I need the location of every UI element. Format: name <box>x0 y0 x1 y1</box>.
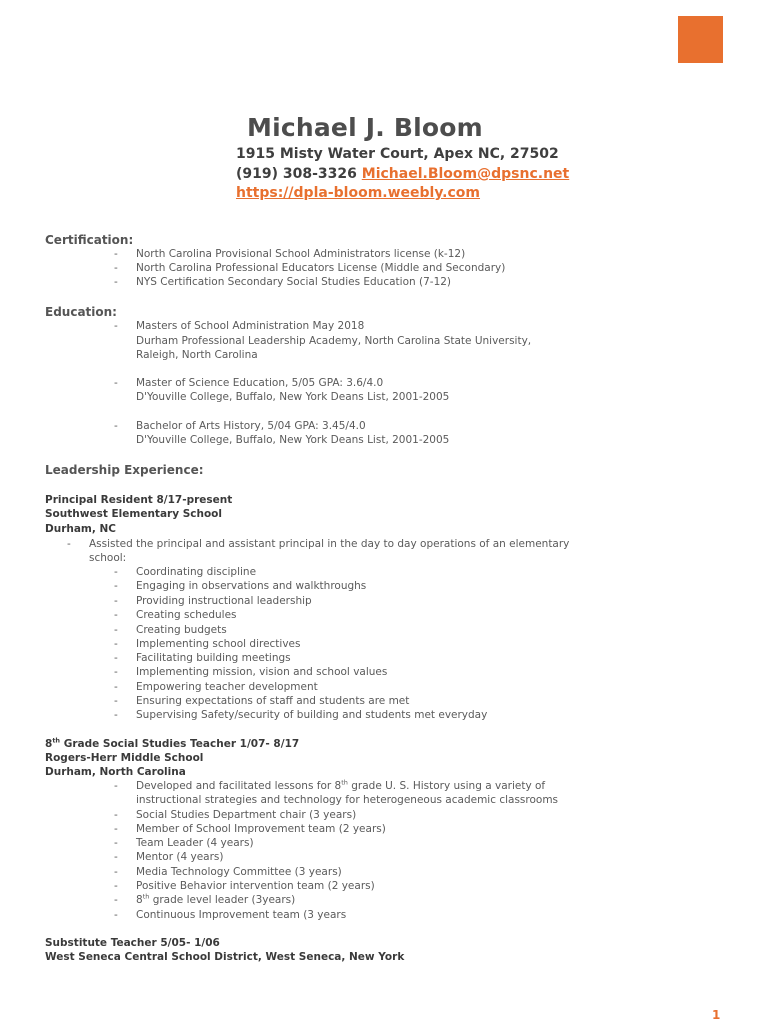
dash: - <box>114 377 118 389</box>
dash: - <box>114 695 118 707</box>
dash: - <box>67 538 71 550</box>
duty-item: Empowering teacher development <box>136 681 318 693</box>
dash: - <box>114 262 118 274</box>
education-title: Master of Science Education, 5/05 GPA: 3.6/4.0 <box>136 377 384 389</box>
certification-item: North Carolina Provisional School Administrators license (k-12) <box>136 248 466 260</box>
job-organization: Rogers-Herr Middle School <box>45 752 204 764</box>
duty-item: Providing instructional leadership <box>136 595 312 607</box>
education-detail: Durham Professional Leadership Academy, North Carolina State University, <box>136 335 532 347</box>
phone-number: (919) 308-3326 <box>236 166 357 182</box>
duty-item: Creating budgets <box>136 624 227 636</box>
dash: - <box>114 809 118 821</box>
job-title: Principal Resident 8/17-present <box>45 494 233 506</box>
dash: - <box>114 624 118 636</box>
dash: - <box>114 420 118 432</box>
certification-item: NYS Certification Secondary Social Studies Education (7-12) <box>136 276 452 288</box>
duty-item: Team Leader (4 years) <box>136 837 254 849</box>
education-heading: Education: <box>45 305 117 319</box>
job-summary: school: <box>89 552 127 564</box>
dash: - <box>114 709 118 721</box>
education-title: Masters of School Administration May 2018 <box>136 320 365 332</box>
job-title: Substitute Teacher 5/05- 1/06 <box>45 937 220 949</box>
duty-item <box>136 894 295 906</box>
dash: - <box>114 837 118 849</box>
duty-item: Continuous Improvement team (3 years <box>136 909 347 921</box>
email-link[interactable]: Michael.Bloom@dpsnc.net <box>361 166 570 182</box>
address: 1915 Misty Water Court, Apex NC, 27502 <box>236 146 559 162</box>
job-title <box>45 738 299 750</box>
dash: - <box>114 894 118 906</box>
duty-item: Mentor (4 years) <box>136 851 224 863</box>
resume-name: Michael J. Bloom <box>247 113 483 142</box>
website-link[interactable]: https://dpla-bloom.weebly.com <box>236 185 481 201</box>
job-location: Durham, North Carolina <box>45 766 186 778</box>
job-organization: Southwest Elementary School <box>45 508 222 520</box>
ordinal-suffix: th <box>341 778 348 787</box>
certification-item: North Carolina Professional Educators License (Middle and Secondary) <box>136 262 506 274</box>
dash: - <box>114 880 118 892</box>
dash: - <box>114 248 118 260</box>
dash: - <box>114 566 118 578</box>
dash: - <box>114 320 118 332</box>
education-detail: Raleigh, North Carolina <box>136 349 258 361</box>
duty-text: Developed and facilitated lessons for 8 <box>136 780 342 792</box>
dash: - <box>114 666 118 678</box>
duty-text: grade U. S. History using a variety of <box>347 780 546 792</box>
dash: - <box>114 851 118 863</box>
dash: - <box>114 866 118 878</box>
job-location: Durham, NC <box>45 523 117 535</box>
job-organization: West Seneca Central School District, West Seneca, New York <box>45 951 405 963</box>
accent-square <box>678 16 723 63</box>
duty-item: Coordinating discipline <box>136 566 257 578</box>
duty-item-continued: instructional strategies and technology for heterogeneous academic classrooms <box>136 794 559 806</box>
certification-heading: Certification: <box>45 233 134 247</box>
dash: - <box>114 780 118 792</box>
duty-item: Ensuring expectations of staff and students are met <box>136 695 410 707</box>
dash: - <box>114 681 118 693</box>
dash: - <box>114 638 118 650</box>
education-detail: D'Youville College, Buffalo, New York Deans List, 2001-2005 <box>136 391 450 403</box>
grade-number: 8 <box>136 894 143 906</box>
duty-item: Facilitating building meetings <box>136 652 291 664</box>
duty-item: Positive Behavior intervention team (2 years) <box>136 880 375 892</box>
duty-item: Media Technology Committee (3 years) <box>136 866 342 878</box>
duty-item: Creating schedules <box>136 609 237 621</box>
duty-item: Engaging in observations and walkthroughs <box>136 580 367 592</box>
leadership-heading: Leadership Experience: <box>45 463 204 477</box>
dash: - <box>114 652 118 664</box>
duty-item: Member of School Improvement team (2 years) <box>136 823 386 835</box>
ordinal-suffix: th <box>52 736 61 745</box>
duty-item: Social Studies Department chair (3 years) <box>136 809 357 821</box>
dash: - <box>114 276 118 288</box>
dash: - <box>114 909 118 921</box>
dash: - <box>114 823 118 835</box>
page-number: 1 <box>712 1008 721 1022</box>
dash: - <box>114 580 118 592</box>
duty-text: grade level leader (3years) <box>149 894 296 906</box>
duty-item <box>136 780 545 792</box>
dash: - <box>114 609 118 621</box>
phone-line <box>236 166 569 182</box>
duty-item: Supervising Safety/security of building and students met everyday <box>136 709 488 721</box>
education-detail: D'Youville College, Buffalo, New York Deans List, 2001-2005 <box>136 434 450 446</box>
ordinal-suffix: th <box>142 892 150 901</box>
job-summary: Assisted the principal and assistant principal in the day to day operations of an elementary <box>89 538 570 550</box>
grade-number: 8 <box>45 738 53 750</box>
education-title: Bachelor of Arts History, 5/04 GPA: 3.45/4.0 <box>136 420 366 432</box>
duty-item: Implementing mission, vision and school values <box>136 666 388 678</box>
duty-item: Implementing school directives <box>136 638 301 650</box>
dash: - <box>114 595 118 607</box>
job-title-text: Grade Social Studies Teacher 1/07- 8/17 <box>60 738 300 750</box>
